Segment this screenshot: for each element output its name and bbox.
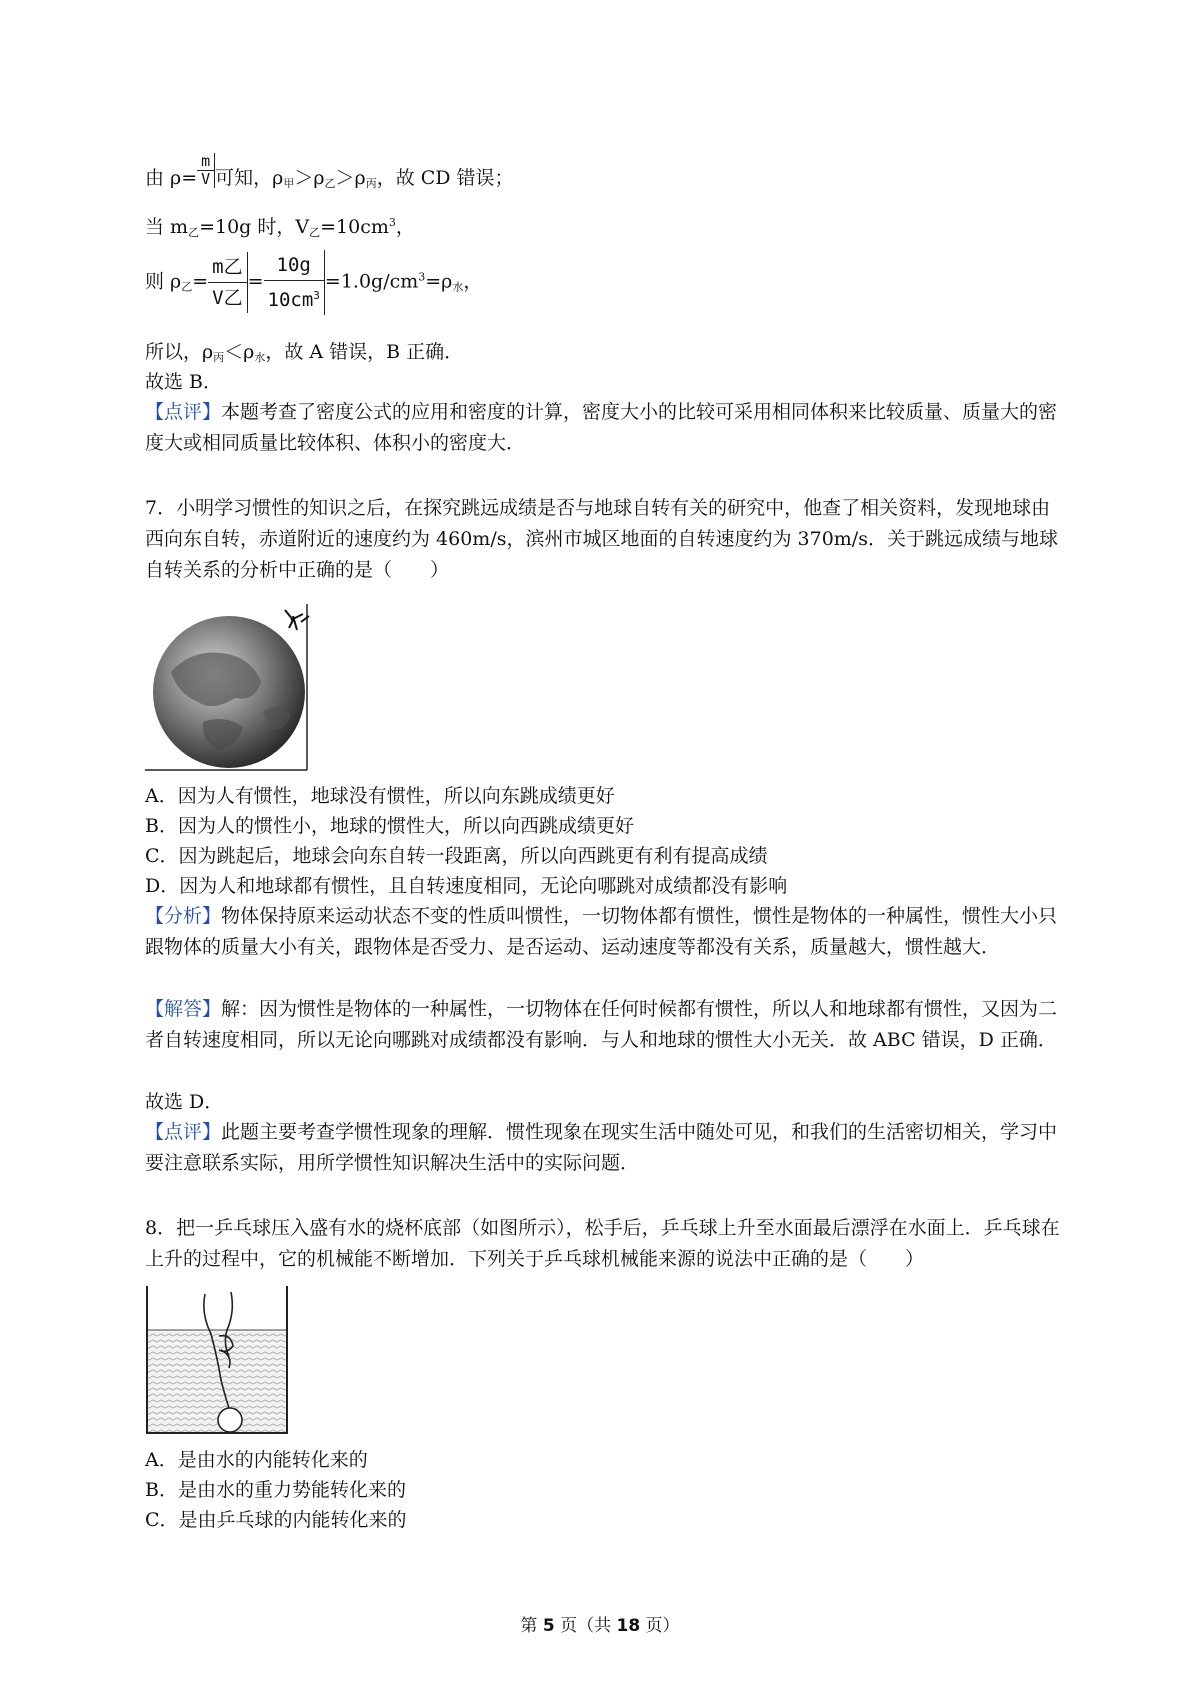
q7-option-c: C．因为跳起后，地球会向东自转一段距离，所以向西跳更有利有提高成绩 — [145, 845, 768, 867]
q7-answer: 【解答】解：因为惯性是物体的一种属性，一切物体在任何时候都有惯性，所以人和地球都有惯性，又因为二者自转速度相同，所以无论向哪跳对成绩都没有影响．与人和地球的惯性大小无关．故 ABC 错误，D 正确． — [145, 998, 1058, 1051]
comment-tag: 【点评】 — [145, 1121, 222, 1143]
q7-comment: 【点评】此题主要考查学惯性现象的理解．惯性现象在现实生活中随处可见，和我们的生活密切相关，学习中要注意联系实际，用所学惯性知识解决生活中的实际问题． — [145, 1121, 1058, 1174]
q8-option-b: B．是由水的重力势能转化来的 — [145, 1479, 406, 1501]
solution-choice: 故选 B． — [145, 371, 223, 393]
q7-option-d: D．因为人和地球都有惯性，且自转速度相同，无论向哪跳对成绩都没有影响 — [145, 875, 788, 897]
q8-option-c: C．是由乒乓球的内能转化来的 — [145, 1509, 407, 1531]
page-number: 5 — [542, 1616, 555, 1636]
analysis-tag: 【分析】 — [145, 905, 222, 927]
beaker-figure — [143, 1284, 293, 1436]
solution-line-2: 当 $m_乙=10g$ 时，$V_乙=10cm^3$， — [145, 216, 415, 239]
solution-line-1: 由 ρ= $\frac{m}{V}$ 可知，$\rho_甲>\rho_乙>\rho_丙$，故 CD 错误； — [145, 151, 514, 190]
q7-option-a: A．因为人有惯性，地球没有惯性，所以向东跳成绩更好 — [145, 785, 615, 807]
solution-comment: 【点评】本题考查了密度公式的应用和密度的计算，密度大小的比较可采用相同体积来比较质量、质量大的密度大或相同质量比较体积、体积小的密度大． — [145, 401, 1058, 454]
question-8-stem: 8．把一乒乓球压入盛有水的烧杯底部（如图所示），松手后，乒乓球上升至水面最后漂浮在水面上．乒乓球在上升的过程中，它的机械能不断增加．下列关于乒乓球机械能来源的说法中正确的是（ ） — [145, 1217, 1060, 1270]
density-fraction-yi: $\frac{\text{m乙}}{\text{V乙}}$ — [208, 252, 247, 313]
density-fraction-values: $\frac{10g}{10cm^3}$ — [264, 250, 325, 315]
density-fraction: $\frac{m}{V}$ — [197, 153, 215, 188]
q7-choice: 故选 D． — [145, 1091, 224, 1113]
earth-figure — [143, 602, 313, 772]
question-7-stem: 7．小明学习惯性的知识之后，在探究跳远成绩是否与地球自转有关的研究中，他查了相关资料，发现地球由西向东自转，赤道附近的速度约为 460m/s，滨州市城区地面的自转速度约为 370m/s．关于跳远成绩与地球自转关系的分析中正确的是（ ） — [145, 497, 1058, 581]
comment-tag: 【点评】 — [145, 401, 222, 423]
solution-line-4: 所以，$\rho_丙<\rho_水$，故 A 错误，B 正确． — [145, 341, 464, 364]
page-footer: 第 5 页（共 18 页） — [520, 1616, 680, 1636]
q8-option-a: A．是由水的内能转化来的 — [145, 1449, 368, 1471]
q7-option-b: B．因为人的惯性小，地球的惯性大，所以向西跳成绩更好 — [145, 815, 634, 837]
page-total: 18 — [616, 1616, 641, 1636]
answer-tag: 【解答】 — [145, 998, 222, 1020]
solution-line-3: 则 $\rho_乙=$ $\frac{\text{m乙}}{\text{V乙}}$ = $\frac{10g}{10cm^3}$ $=1.0g/cm^3=\rho_水$， — [145, 250, 482, 315]
q7-analysis: 【分析】物体保持原来运动状态不变的性质叫惯性，一切物体都有惯性，惯性是物体的一种属性，惯性大小只跟物体的质量大小有关，跟物体是否受力、是否运动、运动速度等都没有关系，质量越大，惯性越大． — [145, 905, 1058, 958]
